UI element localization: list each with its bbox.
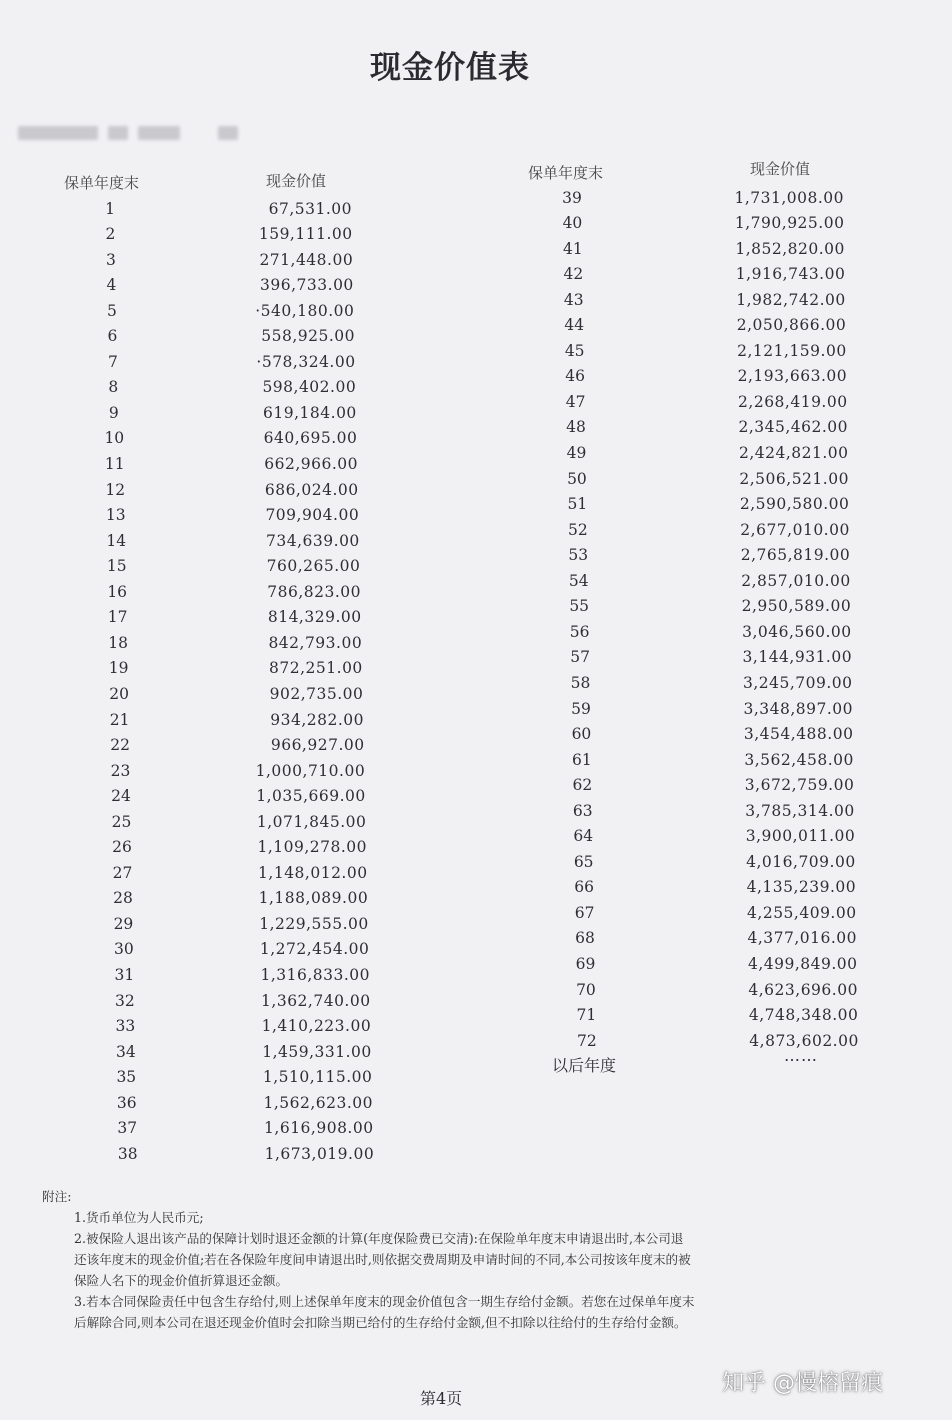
left-table-value-cell: 1,562,623.00 <box>263 1093 373 1112</box>
later-years-label: 以后年度 <box>552 1056 617 1075</box>
right-table-value-cell: 4,255,409.00 <box>747 903 857 922</box>
left-table-value-cell: 558,925.00 <box>261 327 355 346</box>
left-table-value-cell: 842,793.00 <box>268 633 363 652</box>
left-table-value-cell: 640,695.00 <box>263 429 358 448</box>
right-table-value-cell: 4,499,849.00 <box>747 955 858 973</box>
right-table-year-cell: 51 <box>567 495 588 514</box>
left-table-year-cell: 35 <box>116 1068 137 1087</box>
right-table-value-cell: 1,916,743.00 <box>735 265 846 284</box>
right-table-year-cell: 47 <box>565 392 586 411</box>
left-table-year-cell: 33 <box>115 1017 136 1036</box>
left-table-year-cell: 11 <box>104 455 125 473</box>
right-table-year-cell: 63 <box>572 801 593 820</box>
note-item-2-line-2: 还该年度末的现金价值;若在各保险年度间申请退出时,则依据交费周期及申请时间的不同,本公司按该年度末的被 <box>74 1252 691 1267</box>
note-item-2-line-3: 保险人名下的现金价值折算退还金额。 <box>74 1273 289 1288</box>
right-table-year-cell: 53 <box>568 546 589 565</box>
right-table-year-cell: 65 <box>573 852 594 871</box>
left-table-year-cell: 14 <box>106 531 127 550</box>
right-table-value-cell: 4,873,602.00 <box>749 1031 859 1050</box>
right-table-value-cell: 2,590,580.00 <box>739 495 850 514</box>
note-item-3-line-2: 后解除合同,则本公司在退还现金价值时会扣除当期已给付的生存给付金额,但不扣除以往给付的生存给付金额。 <box>74 1315 687 1330</box>
right-table-value-cell: 4,135,239.00 <box>746 878 857 897</box>
right-table-year-cell: 58 <box>570 673 591 692</box>
left-table-year-cell: 3 <box>106 250 116 269</box>
left-table-year-cell: 15 <box>106 557 127 576</box>
left-table-value-cell: 1,000,710.00 <box>255 761 366 780</box>
right-table-year-cell: 39 <box>562 188 582 207</box>
right-table-value-cell: 2,677,010.00 <box>740 520 850 539</box>
right-table-value-cell: 3,454,488.00 <box>743 725 854 744</box>
left-table-value-cell: 1,188,089.00 <box>258 889 369 908</box>
right-year-header: 保单年度末 <box>528 164 604 182</box>
left-table-value-cell: 1,229,555.00 <box>259 914 369 933</box>
redacted-text <box>138 126 180 140</box>
left-table-value-cell: 966,927.00 <box>270 736 365 755</box>
right-table-value-cell: 2,193,663.00 <box>737 367 848 386</box>
right-table-value-cell: 3,900,011.00 <box>745 827 856 846</box>
right-table-year-cell: 49 <box>566 444 587 462</box>
right-table-year-cell: 67 <box>574 903 595 922</box>
left-table-year-cell: 22 <box>110 736 130 755</box>
right-table-value-cell: 4,016,709.00 <box>746 852 856 871</box>
left-table-year-cell: 17 <box>107 608 128 627</box>
left-table-year-cell: 18 <box>108 633 129 652</box>
right-table-value-cell: 2,268,419.00 <box>738 392 848 411</box>
left-table-year-cell: 37 <box>117 1119 138 1138</box>
notes-heading: 附注: <box>42 1189 72 1204</box>
right-table-year-cell: 46 <box>565 367 585 386</box>
right-table-value-cell: 2,121,159.00 <box>737 341 847 360</box>
left-table-value-cell: 902,735.00 <box>269 684 364 703</box>
right-table-value-cell: 4,748,348.00 <box>748 1006 859 1025</box>
left-table-value-cell: 734,639.00 <box>266 531 360 550</box>
left-value-header: 现金价值 <box>266 172 327 190</box>
left-table-year-cell: 36 <box>116 1093 137 1112</box>
left-table-value-cell: 814,329.00 <box>267 608 362 627</box>
left-table-year-cell: 1 <box>105 199 115 218</box>
left-table-value-cell: 1,673,019.00 <box>264 1144 375 1163</box>
right-table-value-cell: 2,950,589.00 <box>741 597 852 616</box>
watermark-text: 知乎 @慢榕留痕 <box>722 1371 883 1396</box>
left-table-value-cell: 1,459,331.00 <box>262 1042 372 1061</box>
left-table-year-cell: 26 <box>112 838 132 857</box>
left-table-value-cell: ·540,180.00 <box>255 301 355 320</box>
left-table-value-cell: 872,251.00 <box>269 659 363 678</box>
right-table-value-cell: 3,672,759.00 <box>744 776 855 795</box>
left-table-value-cell: 271,448.00 <box>259 250 354 269</box>
right-table-year-cell: 42 <box>563 265 584 284</box>
left-table-year-cell: 2 <box>105 225 116 244</box>
left-table-year-cell: 9 <box>108 403 119 422</box>
right-table-value-cell: 3,046,560.00 <box>742 622 852 641</box>
note-item-3-line-1: 3.若本合同保险责任中包含生存给付,则上述保单年度末的现金价值包含一期生存给付金额。若您在过保单年度末 <box>74 1294 695 1309</box>
left-table-year-cell: 16 <box>107 582 128 601</box>
left-table-year-cell: 20 <box>109 684 129 703</box>
left-table-value-cell: 1,272,454.00 <box>259 940 370 959</box>
left-table-value-cell: 1,109,278.00 <box>257 838 367 857</box>
left-table-value-cell: 934,282.00 <box>270 710 364 729</box>
left-table-year-cell: 34 <box>115 1042 136 1061</box>
right-table-year-cell: 57 <box>570 648 590 667</box>
left-table-year-cell: 29 <box>113 914 134 933</box>
note-item-2-line-1: 2.被保险人退出该产品的保障计划时退还金额的计算(年度保险费已交清):在保险单年度末申请退出时,本公司退 <box>74 1231 684 1246</box>
left-table-year-cell: 30 <box>114 940 134 959</box>
right-table-year-cell: 64 <box>573 827 594 846</box>
left-table-year-cell: 24 <box>111 787 131 806</box>
left-table-year-cell: 12 <box>105 480 126 499</box>
right-table-year-cell: 40 <box>562 214 583 233</box>
right-table-year-cell: 44 <box>564 316 585 335</box>
left-table-year-cell: 25 <box>111 812 132 831</box>
notes-section <box>42 1186 900 1333</box>
later-years-value: …… <box>784 1046 818 1065</box>
left-table-value-cell: 1,071,845.00 <box>256 812 367 831</box>
redacted-text <box>108 126 128 140</box>
left-table-value-cell: ·578,324.00 <box>256 352 356 371</box>
left-table-value-cell: 1,362,740.00 <box>261 991 371 1010</box>
left-table-value-cell: 396,733.00 <box>260 276 354 295</box>
left-table-year-cell: 28 <box>113 889 133 908</box>
left-table-value-cell: 760,265.00 <box>266 557 361 576</box>
right-table-year-cell: 62 <box>572 776 593 795</box>
left-table-year-cell: 31 <box>114 966 135 984</box>
left-table-year-cell: 19 <box>108 659 129 678</box>
left-table-value-cell: 159,111.00 <box>258 225 353 244</box>
right-table-value-cell: 2,424,821.00 <box>738 444 849 462</box>
right-table-value-cell: 1,982,742.00 <box>736 290 846 309</box>
right-table-year-cell: 72 <box>576 1031 597 1050</box>
right-table-year-cell: 54 <box>568 571 589 590</box>
page-title: 现金价值表 <box>370 50 530 86</box>
right-table-year-cell: 55 <box>569 597 590 616</box>
right-table-value-cell: 2,050,866.00 <box>736 316 847 335</box>
right-value-header: 现金价值 <box>750 160 811 178</box>
right-table-value-cell: 4,377,016.00 <box>747 929 858 948</box>
redacted-text <box>218 126 238 140</box>
right-table-value-cell: 3,562,458.00 <box>744 750 854 769</box>
left-table-year-cell: 32 <box>115 991 135 1010</box>
left-table-year-cell: 38 <box>117 1144 138 1163</box>
right-table-year-cell: 56 <box>569 622 590 641</box>
right-table-value-cell: 2,345,462.00 <box>738 418 849 437</box>
right-table-year-cell: 70 <box>576 980 596 999</box>
left-table-year-cell: 4 <box>106 276 117 295</box>
left-table-year-cell: 8 <box>108 378 119 397</box>
left-table-value-cell: 786,823.00 <box>267 582 361 601</box>
note-item-1: 1.货币单位为人民币元; <box>74 1210 204 1225</box>
right-table-year-cell: 50 <box>567 469 587 488</box>
right-table-year-cell: 66 <box>574 878 594 897</box>
left-table-year-cell: 27 <box>112 863 133 882</box>
left-table-value-cell: 1,316,833.00 <box>260 966 370 984</box>
left-table-value-cell: 709,904.00 <box>265 506 360 525</box>
right-table-year-cell: 52 <box>567 520 588 539</box>
left-table-value-cell: 686,024.00 <box>264 480 359 499</box>
left-table-year-cell: 23 <box>110 761 131 780</box>
left-table-year-cell: 21 <box>109 710 130 729</box>
right-table-value-cell: 2,765,819.00 <box>740 546 851 565</box>
left-table-value-cell: 1,035,669.00 <box>256 787 366 806</box>
page-number: 第4页 <box>420 1389 463 1408</box>
left-table-value-cell: 1,410,223.00 <box>261 1017 372 1036</box>
left-table-value-cell: 1,616,908.00 <box>264 1119 374 1138</box>
right-table-value-cell: 3,348,897.00 <box>743 699 853 718</box>
right-table-value-cell: 4,623,696.00 <box>748 980 858 999</box>
right-table-year-cell: 43 <box>563 290 584 309</box>
right-table-year-cell: 48 <box>566 418 586 437</box>
left-table-year-cell: 7 <box>107 352 118 371</box>
right-table-year-cell: 45 <box>564 341 585 360</box>
right-table-year-cell: 68 <box>575 929 595 948</box>
right-table-year-cell: 61 <box>572 750 592 769</box>
right-table-value-cell: 3,144,931.00 <box>742 648 853 667</box>
watermark <box>722 1366 883 1397</box>
right-table-value-cell: 1,790,925.00 <box>734 214 845 233</box>
right-table-year-cell: 59 <box>571 699 591 718</box>
left-table-value-cell: 67,531.00 <box>268 199 352 218</box>
left-table-value-cell: 619,184.00 <box>263 403 357 422</box>
left-table-year-cell: 10 <box>104 429 125 448</box>
right-table-year-cell: 60 <box>571 725 592 744</box>
right-table-value-cell: 1,731,008.00 <box>734 188 844 207</box>
right-table-value-cell: 1,852,820.00 <box>735 239 845 258</box>
right-table-value-cell: 3,245,709.00 <box>743 673 853 692</box>
right-table-year-cell: 71 <box>576 1006 597 1025</box>
right-table-year-cell: 41 <box>563 239 583 258</box>
left-table-value-cell: 1,148,012.00 <box>258 863 368 882</box>
left-table-year-cell: 13 <box>105 506 126 525</box>
right-table-value-cell: 3,785,314.00 <box>745 801 855 820</box>
right-table-value-cell: 2,857,010.00 <box>741 571 851 590</box>
left-table-value-cell: 662,966.00 <box>264 455 358 473</box>
redacted-text <box>18 126 98 140</box>
left-year-header: 保单年度末 <box>64 174 140 192</box>
left-table-value-cell: 1,510,115.00 <box>262 1068 373 1087</box>
right-table-value-cell: 2,506,521.00 <box>739 469 849 488</box>
right-table-year-cell: 69 <box>575 955 596 973</box>
left-table-year-cell: 5 <box>106 301 117 320</box>
left-table-value-cell: 598,402.00 <box>262 378 357 397</box>
left-table-year-cell: 6 <box>107 327 118 346</box>
